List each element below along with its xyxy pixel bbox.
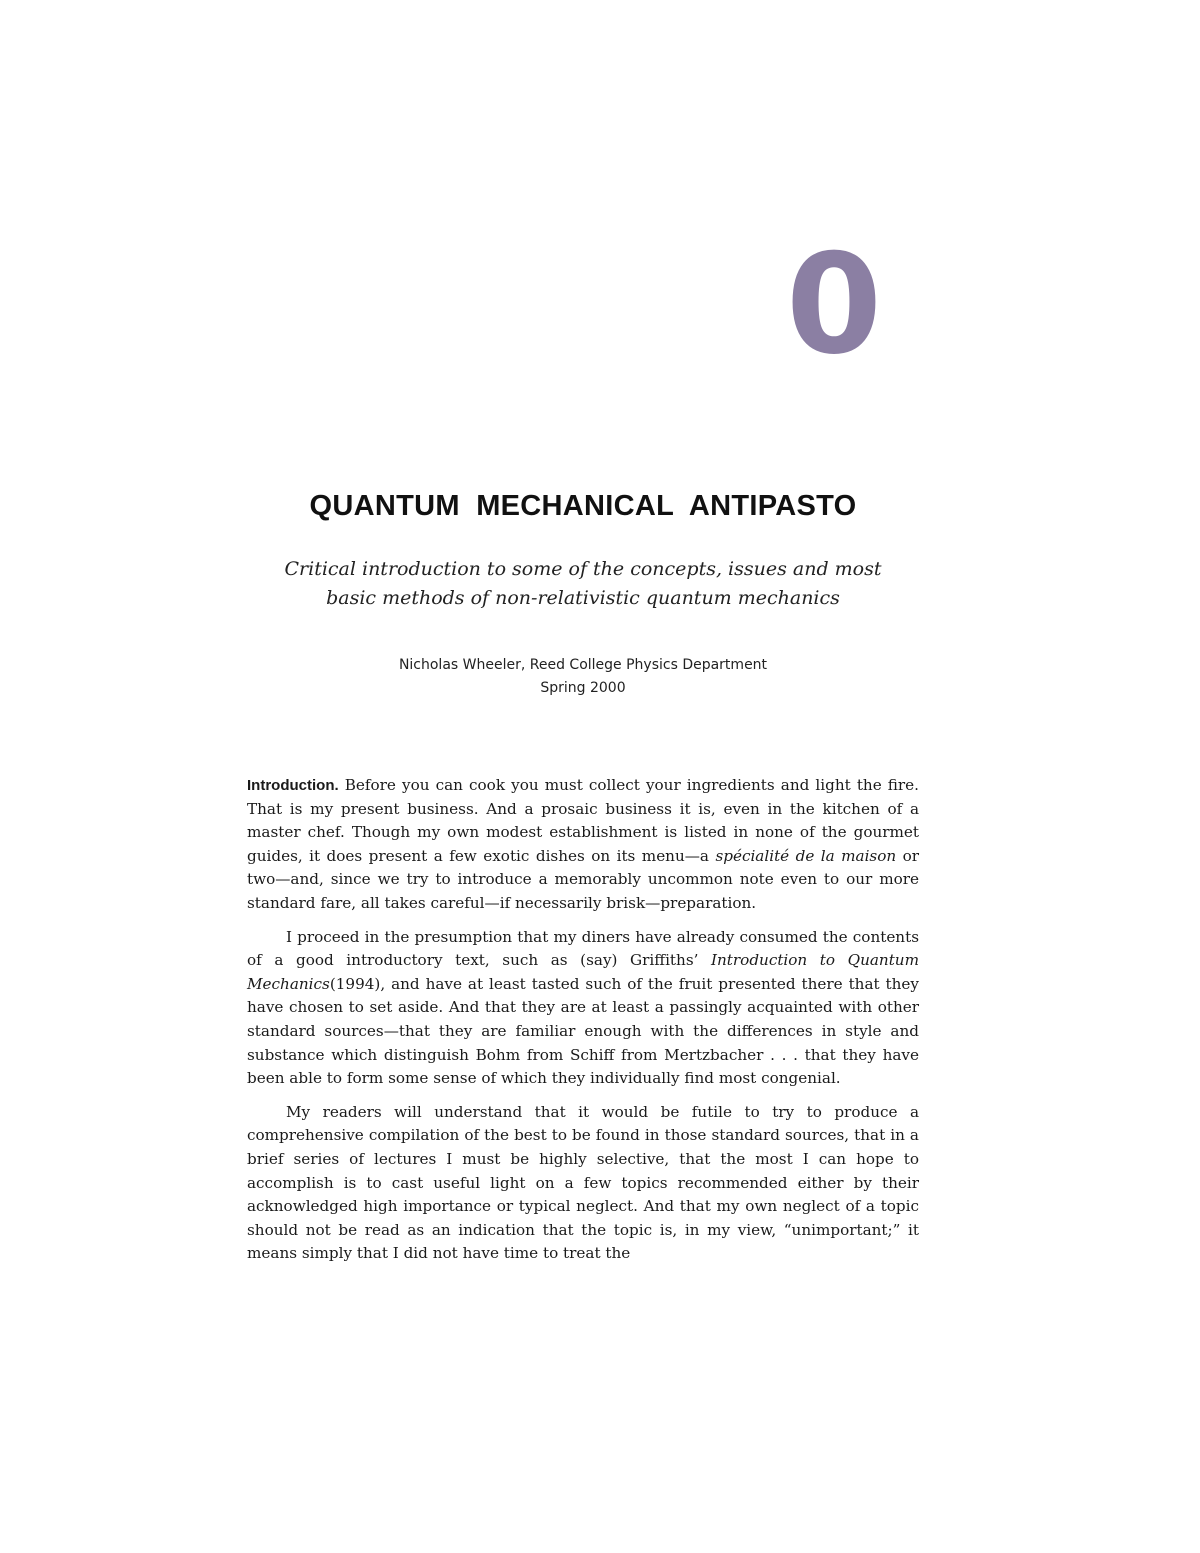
paragraph-readers <box>247 1101 919 1266</box>
book-title: Introduction to Quantum Mechanics <box>247 951 919 993</box>
emphasis-text: spécialité de la maison <box>715 846 897 865</box>
author-affiliation: Nicholas Wheeler, Reed College Physics Department <box>398 657 768 673</box>
body-text <box>247 774 919 1276</box>
paragraph-text: or two—and, since we try to introduce a memorably uncommon note even to our more standard fare, all takes careful—if necessarily brisk—preparation. <box>247 846 920 912</box>
paragraph-presumption <box>247 926 919 1091</box>
paragraph-introduction <box>247 774 919 916</box>
chapter-subtitle <box>0 555 1166 613</box>
paragraph-text: My readers will understand that it would be futile to try to produce a comprehensive compilation of the best to be found in those standard sources, that in a brief series of lectures I must be highly selective, that the most I can hope to accomplish is to cast useful light on a few topics recommended either by their acknowledged high importance or typical neglect. And that my own neglect of a topic should not be read as an indication that the topic is, in my view, “unimportant;” it means simply that I did not have time to treat the <box>247 1102 919 1263</box>
chapter-title: QUANTUM MECHANICAL ANTIPASTO <box>309 490 857 522</box>
chapter-number: 0 <box>785 224 882 385</box>
section-lead: Introduction. <box>247 777 339 794</box>
paragraph-text: I proceed in the presumption that my diners have already consumed the contents of a good introductory text, such as (say) Griffiths’ <box>247 927 919 970</box>
paragraph-text: Before you can cook you must collect your ingredients and light the fire. That is my present business. And a prosaic business it is, even in the kitchen of a master chef. Though my own modest establishment is listed in none of the gourmet guides, it does present a few exotic dishes on its menu—a <box>247 776 919 865</box>
subtitle-line-1: Critical introduction to some of the concepts, issues and most <box>284 558 882 580</box>
paragraph-text: (1994), and have at least tasted such of the fruit presented there that they have chosen to set aside. And that they are at least a passingly acquainted with other standard sources—that they are familiar enough with the differences in style and substance which distinguish Bohm from Schiff from Mertzbacher . . . that they have been able to form some sense of which they individually find most congenial. <box>247 974 919 1088</box>
author-block <box>0 654 1166 700</box>
subtitle-line-2: basic methods of non-relativistic quantum mechanics <box>326 587 840 609</box>
publication-date: Spring 2000 <box>540 680 626 696</box>
